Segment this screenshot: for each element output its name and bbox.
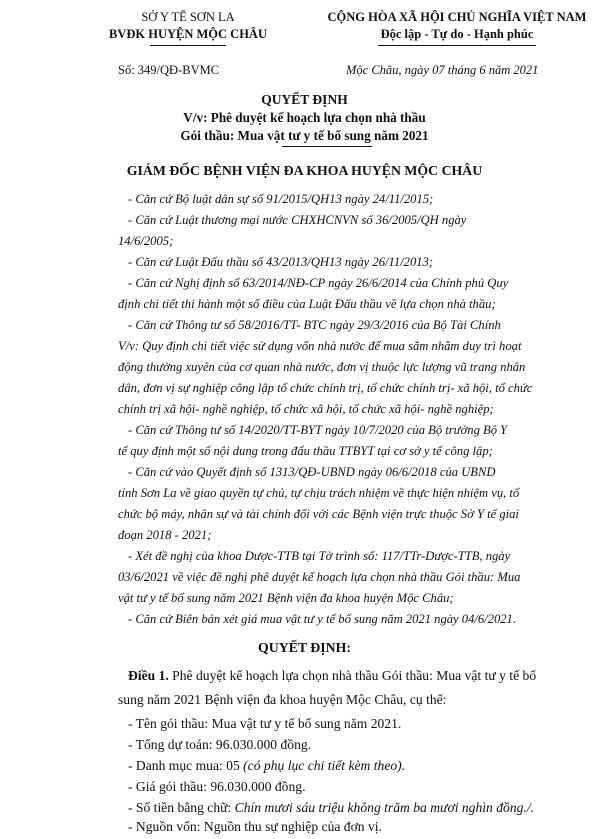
basis-decision-1313-l4: đoạn 2018 - 2021; [118, 528, 212, 542]
decision-heading: QUYẾT ĐỊNH: [258, 640, 351, 655]
article-1-text: Phê duyệt kế hoạch lựa chọn nhà thầu Gói thầu: Mua vật tư y tế bổ [168, 668, 537, 683]
agency-name: SỞ Y TẾ SƠN LA [141, 10, 235, 24]
subject-line-2: Gói thầu: Mua vật tư y tế bổ sung năm 2021 [180, 128, 429, 143]
basis-proposal: - Xét đề nghị của khoa Dược-TTB tại Tờ trình số: 117/TTr-Dược-TTB, ngày [128, 549, 511, 563]
basis-circular-14-cont: tế quy định một số nội dung trong đấu thầu TTBYT tại cơ sở y tế công lập; [118, 444, 493, 458]
article-1-line-2: sung năm 2021 Bệnh viện đa khoa huyện Mộc Châu, cụ thể: [118, 692, 447, 707]
article-1-label: Điều 1. [128, 668, 169, 683]
item-purchase-list: - Danh mục mua: 05 (có phụ lục chi tiết kèm theo). [128, 758, 406, 773]
subject-line-1: V/v: Phê duyệt kế hoạch lựa chọn nhà thầu [183, 110, 426, 125]
basis-circular-58-l3: động thường xuyên của cơ quan nhà nước, đơn vị thuộc lực lượng vũ trang nhân [118, 360, 526, 374]
basis-circular-58-l5: chính trị xã hội- nghề nghiệp, tổ chức xã hội, tổ chức xã hội- nghề nghiệp; [118, 402, 494, 416]
national-motto: Độc lập - Tự do - Hạnh phúc [380, 27, 534, 41]
basis-decree-63-cont: định chi tiết thi hành một số điều của Luật Đấu thầu về lựa chọn nhà thầu; [118, 297, 496, 311]
basis-commercial-law-cont: 14/6/2005; [118, 234, 174, 248]
basis-bidding-law: - Căn cứ Luật Đấu thầu số 43/2013/QH13 ngày 26/11/2013; [128, 255, 434, 269]
hospital-name: BVĐK HUYỆN MỘC CHÂU [109, 27, 267, 41]
left-header-rule [150, 45, 226, 46]
basis-circular-14: - Căn cứ Thông tư số 14/2020/TT-BYT ngày 10/7/2020 của Bộ trưởng Bộ Y [128, 423, 508, 437]
basis-proposal-l3: vật tư y tế bổ sung năm 2021 Bệnh viện đa khoa huyện Mộc Châu; [118, 591, 454, 605]
document-number: Số: 349/QĐ-BVMC [118, 63, 220, 77]
basis-decision-1313-l3: chức bộ máy, nhân sự và tài chính đối với các Bệnh viện trực thuộc Sở Y tế giai [118, 507, 519, 521]
basis-commercial-law: - Căn cứ Luật thương mại nước CHXHCNVN số 36/2005/QH ngày [128, 213, 467, 227]
basis-civil-code: - Căn cứ Bộ luật dân sự số 91/2015/QH13 ngày 24/11/2015; [128, 192, 434, 206]
basis-price-minutes: - Căn cứ Biên bản xét giá mua vật tư y tế bổ sung năm 2021 ngày 04/6/2021. [128, 612, 516, 626]
item-package-price: - Giá gói thầu: 96.030.000 đồng. [128, 779, 306, 794]
article-1-line-1 [128, 664, 536, 688]
right-header-rule [378, 45, 536, 46]
authority-heading: GIÁM ĐỐC BỆNH VIỆN ĐA KHOA HUYỆN MỘC CHÂU [126, 163, 483, 178]
basis-decision-1313-l2: tỉnh Sơn La về giao quyền tự chủ, tự chịu trách nhiệm về thực hiện nhiệm vụ, tổ [118, 486, 520, 500]
item-package-name: - Tên gói thầu: Mua vật tư y tế bổ sung năm 2021. [128, 716, 402, 731]
basis-decision-1313: - Căn cứ vào Quyết định số 1313/QĐ-UBND ngày 06/6/2018 của UBND [128, 465, 496, 479]
basis-circular-58-l4: dân, đơn vị sự nghiệp công lập tổ chức chính trị, tổ chức chính trị- xã hội, tổ chức [118, 381, 533, 395]
item-total-estimate: - Tổng dự toán: 96.030.000 đồng. [128, 737, 312, 752]
item-funding-source: - Nguồn vốn: Nguồn thu sự nghiệp của đơn vị. [128, 819, 382, 834]
basis-circular-58: - Căn cứ Thông tư số 58/2016/TT- BTC ngày 29/3/2016 của Bộ Tài Chính [128, 318, 501, 332]
item-amount-in-words: - Số tiền bằng chữ: Chín mươi sáu triệu không trăm ba mươi nghìn đồng./. [128, 800, 534, 815]
basis-decree-63: - Căn cứ Nghị định số 63/2014/NĐ-CP ngày 26/6/2014 của Chính phủ Quy [128, 276, 509, 290]
title-rule [282, 146, 372, 147]
basis-circular-58-l2: V/v: Quy định chi tiết việc sử dụng vốn nhà nước để mua sắm nhằm duy trì hoạt [118, 339, 522, 353]
basis-proposal-l2: 03/6/2021 về việc đề nghị phê duyệt kế hoạch lựa chọn nhà thầu Gói thầu: Mua [118, 570, 521, 584]
decision-title: QUYẾT ĐỊNH [261, 92, 348, 107]
place-date: Mộc Châu, ngày 07 tháng 6 năm 2021 [346, 63, 539, 77]
national-title: CỘNG HÒA XÃ HỘI CHỦ NGHĨA VIỆT NAM [327, 10, 587, 24]
